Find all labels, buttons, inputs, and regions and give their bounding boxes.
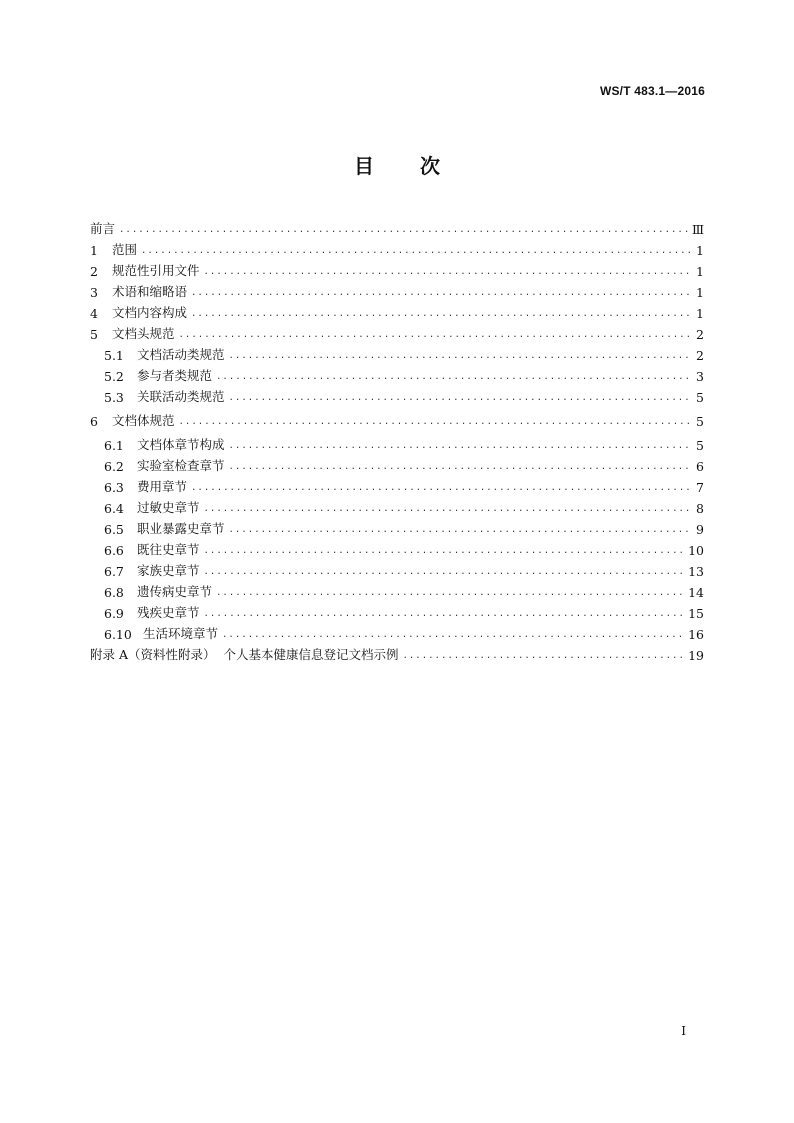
toc-entry[interactable] — [90, 279, 704, 300]
page-title — [0, 150, 794, 179]
toc-label: 文档头规范 — [112, 326, 175, 341]
toc-number: 6.3 — [104, 480, 124, 495]
toc-label: 家族史章节 — [137, 563, 200, 578]
toc-page: 1 — [696, 243, 704, 258]
dot-leader — [191, 286, 690, 300]
toc-label: 关联活动类规范 — [137, 389, 225, 404]
toc-number: 5.3 — [104, 390, 124, 405]
toc-page: 1 — [696, 285, 704, 300]
toc-label: 范围 — [112, 242, 138, 257]
toc-label: 过敏史章节 — [137, 500, 200, 515]
toc-label: 残疾史章节 — [137, 605, 200, 620]
toc-page: 5 — [696, 390, 704, 405]
dot-leader — [229, 391, 690, 405]
toc-number: 6.7 — [104, 564, 124, 579]
toc-page: 6 — [696, 459, 704, 474]
dot-leader — [402, 649, 684, 663]
toc-number: 6.1 — [104, 438, 124, 453]
dot-leader — [204, 265, 690, 279]
toc-number: 1 — [90, 243, 98, 258]
dot-leader — [204, 607, 685, 621]
toc-label: 前言 — [90, 221, 116, 236]
toc-number: 5.1 — [104, 348, 124, 363]
toc-entry[interactable] — [90, 432, 704, 453]
toc-entry[interactable] — [90, 321, 704, 342]
toc-entry[interactable] — [90, 453, 704, 474]
toc-entry[interactable] — [90, 516, 704, 537]
toc-label: 生活环境章节 — [143, 626, 219, 641]
dot-leader — [229, 439, 690, 453]
toc-entry[interactable] — [90, 474, 704, 495]
dot-leader — [229, 460, 690, 474]
toc-entry-appendix[interactable] — [90, 642, 704, 663]
toc-page: 5 — [696, 414, 704, 429]
dot-leader — [179, 328, 690, 342]
toc-entry[interactable] — [90, 537, 704, 558]
dot-leader — [204, 502, 690, 516]
toc-number: 4 — [90, 306, 98, 321]
toc-page: 10 — [688, 543, 704, 558]
toc-label: 规范性引用文件 — [112, 263, 200, 278]
toc-number: 6 — [90, 414, 98, 429]
dot-leader — [216, 370, 690, 384]
toc-page: 14 — [688, 585, 704, 600]
toc-entry[interactable] — [90, 363, 704, 384]
page-number: I — [681, 1024, 686, 1038]
toc-label: 实验室检查章节 — [137, 458, 225, 473]
toc-label: 既往史章节 — [137, 542, 200, 557]
toc-entry[interactable] — [90, 495, 704, 516]
toc-entry[interactable] — [90, 258, 704, 279]
toc-label: 文档体规范 — [112, 413, 175, 428]
toc-entry[interactable] — [90, 408, 704, 429]
toc-page: 1 — [696, 306, 704, 321]
toc-number: 6.5 — [104, 522, 124, 537]
toc-page: 2 — [696, 348, 704, 363]
toc-page: Ⅲ — [691, 222, 704, 237]
toc-page: 1 — [696, 264, 704, 279]
toc-page: 8 — [696, 501, 704, 516]
toc-number: 5 — [90, 327, 98, 342]
toc-label: 附录 A（资料性附录） 个人基本健康信息登记文档示例 — [90, 647, 399, 662]
dot-leader — [204, 565, 685, 579]
dot-leader — [119, 223, 688, 237]
toc-label: 文档体章节构成 — [137, 437, 225, 452]
toc-page: 7 — [696, 480, 704, 495]
dot-leader — [216, 586, 684, 600]
dot-leader — [191, 307, 690, 321]
toc-page: 16 — [688, 627, 704, 642]
dot-leader — [191, 481, 690, 495]
dot-leader — [222, 628, 684, 642]
dot-leader — [229, 523, 690, 537]
toc-label: 遗传病史章节 — [137, 584, 213, 599]
toc-entry[interactable] — [90, 237, 704, 258]
toc-page: 3 — [696, 369, 704, 384]
toc-entry[interactable] — [90, 600, 704, 621]
toc-number: 3 — [90, 285, 98, 300]
toc-number: 2 — [90, 264, 98, 279]
toc-number: 6.2 — [104, 459, 124, 474]
toc-label: 费用章节 — [137, 479, 188, 494]
toc-page: 15 — [688, 606, 704, 621]
toc-page: 13 — [688, 564, 704, 579]
toc-entry[interactable] — [90, 579, 704, 600]
toc-number: 5.2 — [104, 369, 124, 384]
standard-code: WS/T 483.1—2016 — [599, 84, 705, 98]
title-part2: 次 — [420, 154, 440, 178]
dot-leader — [204, 544, 685, 558]
toc-entry[interactable] — [90, 384, 704, 405]
title-part1: 目 — [354, 154, 374, 178]
dot-leader — [229, 349, 690, 363]
toc-page: 19 — [688, 648, 704, 663]
table-of-contents — [90, 216, 704, 663]
dot-leader — [179, 415, 690, 429]
toc-label: 文档活动类规范 — [137, 347, 225, 362]
dot-leader — [141, 244, 690, 258]
toc-entry[interactable] — [90, 300, 704, 321]
toc-page: 5 — [696, 438, 704, 453]
toc-number: 6.8 — [104, 585, 124, 600]
toc-entry[interactable] — [90, 621, 704, 642]
toc-number: 6.9 — [104, 606, 124, 621]
toc-page: 2 — [696, 327, 704, 342]
toc-label: 职业暴露史章节 — [137, 521, 225, 536]
toc-entry[interactable] — [90, 558, 704, 579]
toc-number: 6.6 — [104, 543, 124, 558]
toc-entry[interactable] — [90, 342, 704, 363]
toc-entry-preface[interactable] — [90, 216, 704, 237]
toc-number: 6.10 — [104, 627, 132, 642]
toc-label: 文档内容构成 — [112, 305, 188, 320]
toc-label: 术语和缩略语 — [112, 284, 188, 299]
toc-label: 参与者类规范 — [137, 368, 213, 383]
toc-number: 6.4 — [104, 501, 124, 516]
toc-page: 9 — [696, 522, 704, 537]
